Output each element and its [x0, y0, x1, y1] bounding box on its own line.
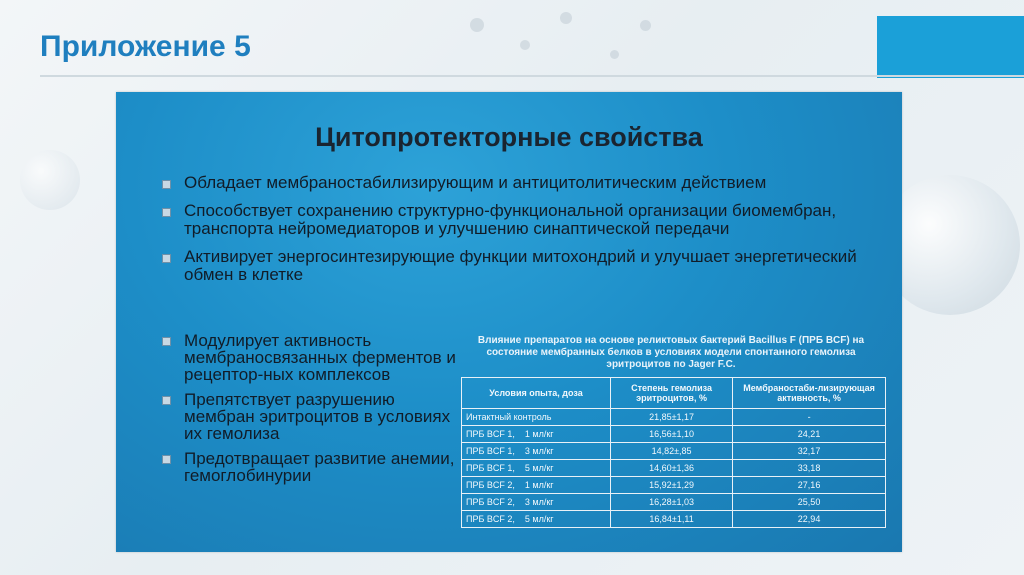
- table-cell: 32,17: [733, 443, 886, 460]
- table-cell: -: [733, 409, 886, 426]
- decorative-molecule-dot: [640, 20, 651, 31]
- header-accent-block: [877, 16, 1024, 78]
- table-header-row: [462, 378, 886, 409]
- table-row: [462, 511, 886, 528]
- decorative-molecule-dot: [610, 50, 619, 59]
- table-cell: 14,82±,85: [611, 443, 733, 460]
- bullet-list: [156, 174, 876, 294]
- bullet-item: Обладает мембраностабилизирующим и антицитолитическим действием: [156, 174, 876, 192]
- page-title: Приложение 5: [40, 30, 251, 63]
- bullet-list-left: [156, 332, 456, 492]
- table-cell: 16,84±1,11: [611, 511, 733, 528]
- bullet-item: Способствует сохранению структурно-функциональной организации биомембран, транспорта нейромедиаторов и улучшению синаптической передачи: [156, 202, 876, 238]
- table-cell: ПРБ BCF 1, 1 мл/кг: [462, 426, 611, 443]
- table-cell: 25,50: [733, 494, 886, 511]
- decorative-molecule-dot: [470, 18, 484, 32]
- table-cell: 33,18: [733, 460, 886, 477]
- table-cell: 16,56±1,10: [611, 426, 733, 443]
- table-cell: 22,94: [733, 511, 886, 528]
- table-row: [462, 477, 886, 494]
- decorative-molecule-dot: [560, 12, 572, 24]
- table-row: [462, 409, 886, 426]
- results-table: [461, 377, 886, 528]
- table-cell: 24,21: [733, 426, 886, 443]
- table-header-cell: Мембраностаби-лизирующая активность, %: [733, 378, 886, 409]
- table-cell: 14,60±1,36: [611, 460, 733, 477]
- table-header-cell: Условия опыта, доза: [462, 378, 611, 409]
- table-row: [462, 494, 886, 511]
- table-caption: Влияние препаратов на основе реликтовых бактерий Bacillus F (ПРБ BCF) на состояние мембранных белков в условиях модели спонтанного гемолиза эритроцитов по Jager F.C.: [477, 335, 865, 370]
- table-cell: 27,16: [733, 477, 886, 494]
- bullet-item: Предотвращает развитие анемии, гемоглобинурии: [156, 450, 456, 484]
- bullet-item: Модулирует активность мембраносвязанных ферментов и рецептор-ных комплексов: [156, 332, 456, 383]
- table-row: [462, 426, 886, 443]
- table-cell: 16,28±1,03: [611, 494, 733, 511]
- table-cell: ПРБ BCF 2, 3 мл/кг: [462, 494, 611, 511]
- bullet-item: Активирует энергосинтезирующие функции митохондрий и улучшает энергетический обмен в клетке: [156, 248, 876, 284]
- table-cell: 15,92±1,29: [611, 477, 733, 494]
- table-row: [462, 460, 886, 477]
- slide-image: [116, 92, 902, 552]
- header-divider: [40, 75, 1024, 77]
- bullet-item: Препятствует разрушению мембран эритроцитов в условиях их гемолиза: [156, 391, 456, 442]
- table-cell: ПРБ BCF 1, 5 мл/кг: [462, 460, 611, 477]
- table-cell: ПРБ BCF 2, 5 мл/кг: [462, 511, 611, 528]
- table-header-cell: Степень гемолиза эритроцитов, %: [611, 378, 733, 409]
- decorative-sphere-small: [20, 150, 80, 210]
- table-cell: ПРБ BCF 1, 3 мл/кг: [462, 443, 611, 460]
- table-cell: Интактный контроль: [462, 409, 611, 426]
- table-cell: ПРБ BCF 2, 1 мл/кг: [462, 477, 611, 494]
- table-cell: 21,85±1,17: [611, 409, 733, 426]
- table-row: [462, 443, 886, 460]
- slide-title: Цитопротекторные свойства: [315, 122, 703, 152]
- decorative-molecule-dot: [520, 40, 530, 50]
